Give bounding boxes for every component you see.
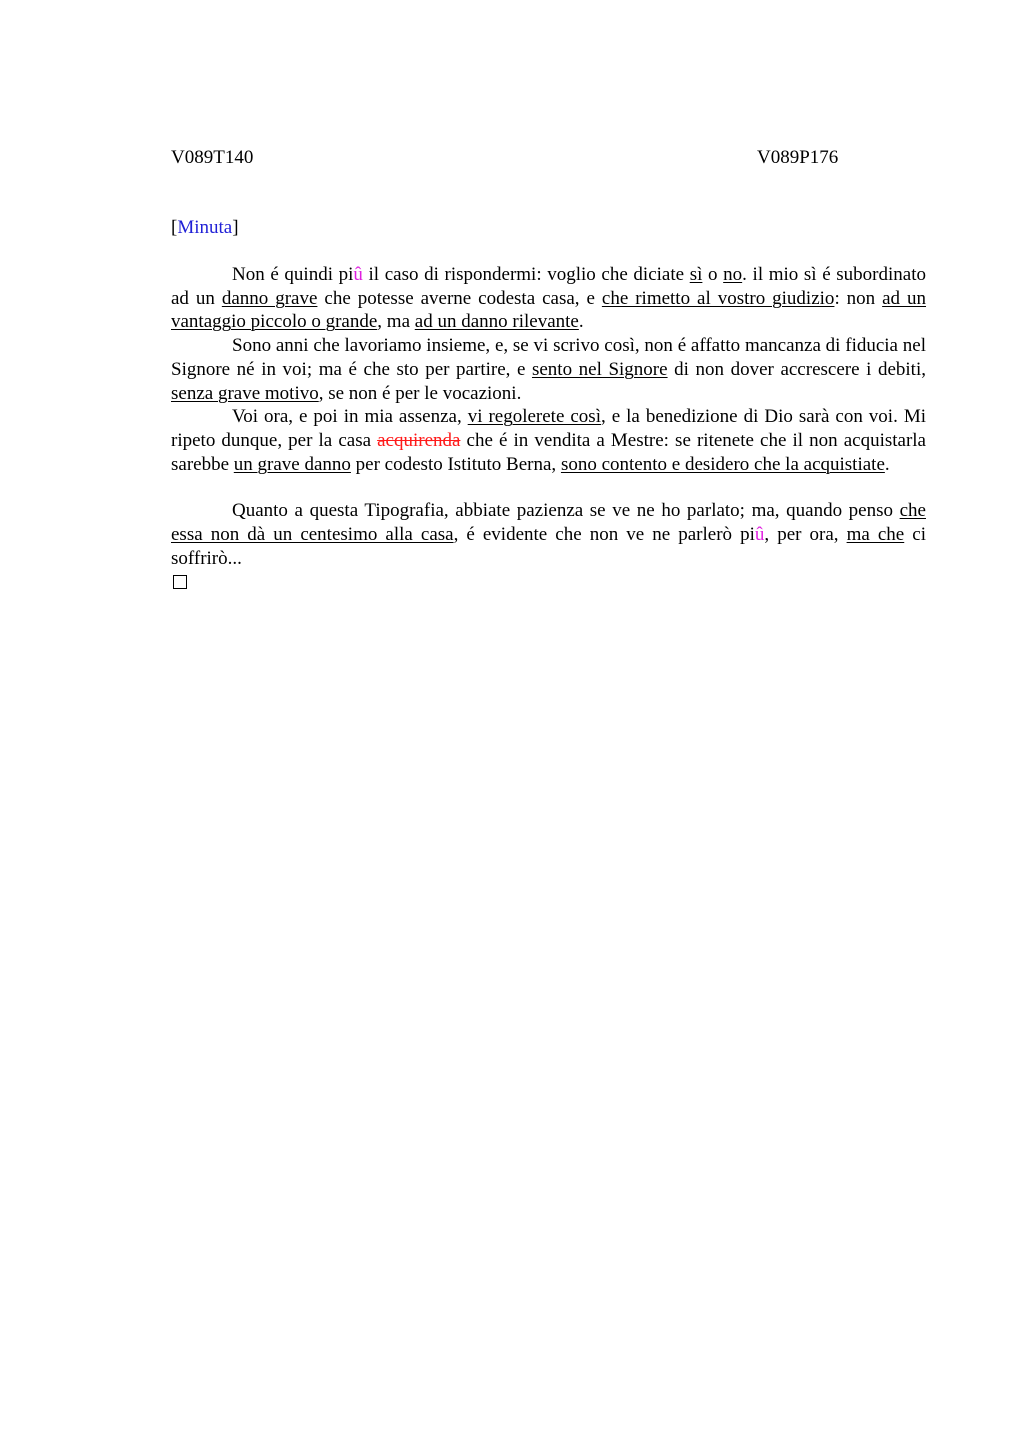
label-text: Minuta [177, 217, 233, 238]
underlined-text: sì [689, 264, 703, 285]
paragraph-3 [171, 405, 926, 476]
document-page [171, 146, 926, 589]
underlined-text: che rimetto al vostro giudizio [601, 287, 835, 309]
paragraph-gap [171, 476, 926, 499]
text-run: che é in vendita a Mestre: se ritenete che il non acquistarla sarebbe [171, 429, 926, 475]
text-run: , e la benedizione di Dio sarà con voi. Mi ripeto dunque, per la casa [171, 406, 926, 451]
inserted-char: û [353, 264, 363, 285]
text-run: . [578, 311, 584, 333]
text-run: . [884, 453, 890, 475]
underlined-text: un grave danno [233, 453, 351, 475]
text-run: , per ora, [764, 524, 847, 546]
underlined-text: vi regolerete così [467, 406, 601, 428]
text-run: Quanto a questa Tipografia, abbiate pazienza se ve ne ho parlato; ma, quando penso [232, 500, 900, 522]
document-code-left: V089T140 [171, 147, 254, 168]
text-run: per codesto Istituto Berna, [350, 453, 561, 475]
text-run: che potesse averne codesta casa, e [317, 287, 602, 309]
text-run: . il mio sì é subordinato ad un [171, 264, 926, 309]
text-run: , é evidente che non ve ne parlerò pi [453, 524, 755, 546]
underlined-text: ad un vantaggio piccolo o grande [171, 287, 927, 333]
paragraph-1 [171, 263, 926, 334]
label-open-bracket: [ [171, 217, 178, 238]
text-run: di non dover accrescere i debiti, [667, 358, 926, 380]
inserted-char: û [754, 524, 765, 546]
underlined-text: senza grave motivo [171, 382, 319, 404]
document-code-right: V089P176 [757, 147, 839, 168]
document-type-label [171, 216, 926, 240]
deleted-text: acquirenda [377, 429, 461, 451]
letter-body [171, 263, 926, 589]
underlined-text: no [723, 264, 743, 285]
text-run: Voi ora, e poi in mia assenza, [232, 406, 468, 428]
empty-square-icon [173, 575, 187, 589]
text-run: , ma [377, 311, 415, 333]
text-run: o [702, 264, 724, 285]
underlined-text: sento nel Signore [531, 358, 668, 380]
text-run: il caso di rispondermi: voglio che diciate [362, 264, 690, 285]
label-close-bracket: ] [232, 217, 239, 238]
underlined-text: ad un danno rilevante [414, 311, 579, 333]
text-run: : non [834, 287, 883, 309]
text-run: ci soffrirò... [171, 524, 927, 569]
text-run: Sono anni che lavoriamo insieme, e, se vi scrivo così, non é affatto mancanza di fiducia nel Signore né in voi; ma é che sto per partire, e [171, 335, 926, 380]
underlined-text: danno grave [221, 287, 318, 309]
paragraph-2 [171, 334, 926, 405]
text-run: Non é quindi pi [232, 264, 354, 285]
underlined-text: ma che [846, 524, 905, 546]
paragraph-4 [171, 499, 926, 570]
text-run: , se non é per le vocazioni. [318, 382, 522, 404]
underlined-text: che essa non dà un centesimo alla casa [171, 500, 926, 546]
document-header [171, 146, 926, 170]
underlined-text: sono contento e desidero che la acquistiate [560, 453, 885, 475]
